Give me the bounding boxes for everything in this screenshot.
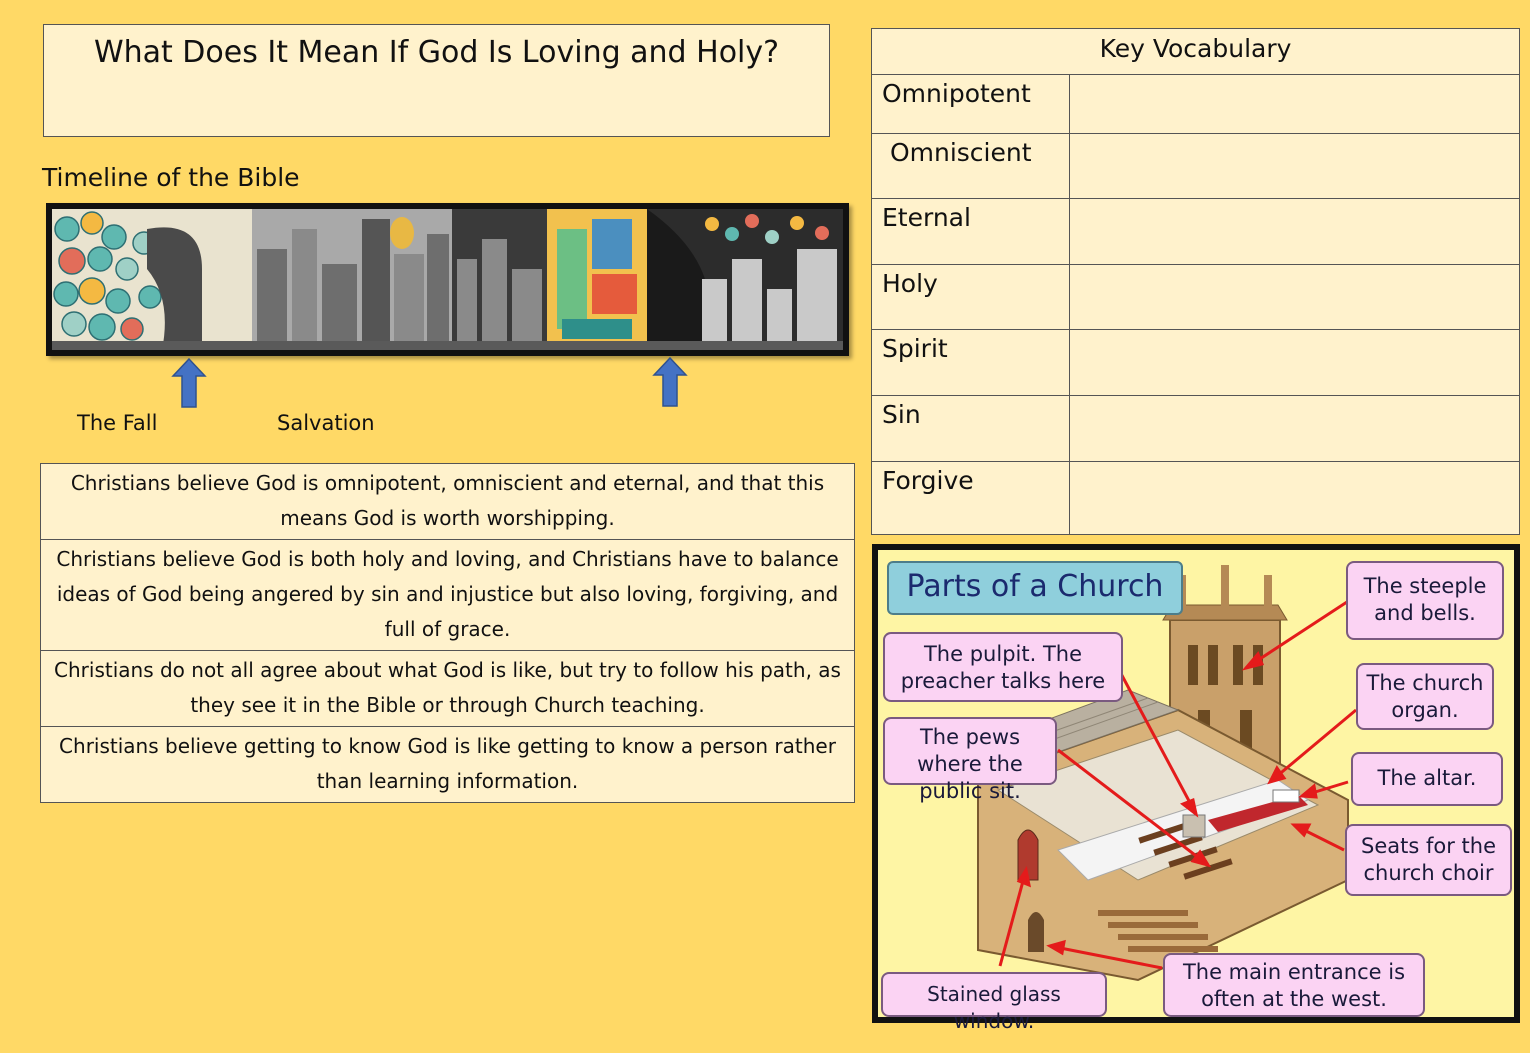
salvation-arrow-icon (653, 357, 687, 407)
vocab-definition-cell[interactable] (1070, 462, 1520, 535)
vocab-definition-cell[interactable] (1070, 75, 1520, 134)
parts-of-a-church-diagram (872, 544, 1520, 1033)
callout-altar: The altar. (1351, 752, 1503, 806)
callout-stained-glass: Stained glass window. (881, 972, 1107, 1017)
the-fall-label: The Fall (77, 411, 158, 435)
vocab-term: Spirit (872, 330, 1070, 396)
church-diagram-title: Parts of a Church (887, 561, 1183, 615)
vocab-term: Omnipotent (872, 75, 1070, 134)
the-fall-arrow-icon (172, 358, 206, 408)
beliefs-table (40, 463, 855, 803)
belief-row (41, 464, 855, 540)
vocabulary-heading: Key Vocabulary (872, 29, 1520, 75)
belief-row (41, 651, 855, 727)
vocab-definition-cell[interactable] (1070, 265, 1520, 330)
vocab-term: Holy (872, 265, 1070, 330)
timeline-image (46, 203, 849, 356)
belief-text: Christians do not all agree about what God is like, but try to follow his path, as they see it in the Bible or through Church teaching. (41, 651, 855, 727)
timeline-illustration (52, 209, 843, 350)
callout-pews: The pews where the public sit. (883, 717, 1057, 785)
belief-text: Christians believe God is omnipotent, omniscient and eternal, and that this means God is worth worshipping. (41, 464, 855, 540)
belief-text: Christians believe getting to know God is like getting to know a person rather than learning information. (41, 727, 855, 803)
timeline-heading: Timeline of the Bible (42, 163, 300, 192)
callout-choir: Seats for the church choir (1345, 824, 1512, 896)
belief-row (41, 727, 855, 803)
vocab-term: Forgive (872, 462, 1070, 535)
vocab-term: Eternal (872, 199, 1070, 265)
belief-row (41, 540, 855, 651)
callout-steeple: The steeple and bells. (1346, 561, 1504, 640)
page-title: What Does It Mean If God Is Loving and Holy? (93, 35, 780, 70)
vocab-term: Omniscient (872, 134, 1070, 199)
vocab-definition-cell[interactable] (1070, 396, 1520, 462)
belief-text: Christians believe God is both holy and loving, and Christians have to balance ideas of God being angered by sin and injustice but also loving, forgiving, and full of grace. (41, 540, 855, 651)
salvation-label: Salvation (277, 411, 375, 435)
vocab-definition-cell[interactable] (1070, 199, 1520, 265)
vocab-term: Sin (872, 396, 1070, 462)
key-vocabulary-table (871, 28, 1520, 535)
callout-organ: The church organ. (1356, 663, 1494, 730)
callout-main-entrance: The main entrance is often at the west. (1163, 953, 1425, 1017)
vocab-definition-cell[interactable] (1070, 330, 1520, 396)
callout-pulpit: The pulpit. The preacher talks here (883, 632, 1123, 702)
vocab-definition-cell[interactable] (1070, 134, 1520, 199)
page-title-box (43, 24, 830, 137)
